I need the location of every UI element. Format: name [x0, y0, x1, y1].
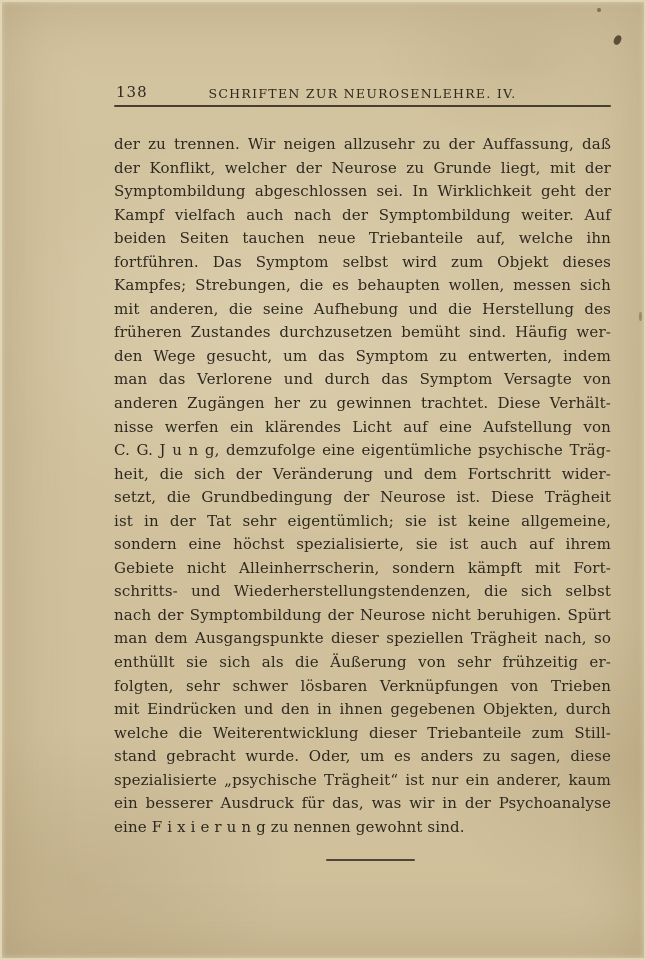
text-line: schritts- und Wiederherstellungstendenzen, die sich selbst: [114, 582, 611, 601]
text-line: den Wege gesucht, um das Symptom zu entwerten, indem: [114, 346, 611, 365]
text-line: der zu trennen. Wir neigen allzusehr zu der Auffassung, daß: [114, 135, 611, 153]
text-line: mit Eindrücken und den in ihnen gegebenen Objekten, durch: [114, 700, 611, 719]
header-rule: [114, 105, 611, 107]
text-line: anderen Zugängen her zu gewinnen trachtet. Diese Verhält-: [114, 394, 611, 413]
text-line: folgten, sehr schwer lösbaren Verknüpfungen von Trieben: [114, 676, 611, 695]
text-line: stand gebracht wurde. Oder, um es anders zu sagen, diese: [114, 747, 611, 766]
text-line: eine F i x i e r u n g zu nennen gewohnt sind.: [114, 817, 465, 836]
text-line: setzt, die Grundbedingung der Neurose ist. Diese Trägheit: [114, 488, 611, 507]
text-line: man das Verlorene und durch das Symptom Versagte von: [114, 370, 611, 389]
section-divider-rule: [326, 859, 415, 861]
running-title: SCHRIFTEN ZUR NEUROSENLEHRE. IV.: [208, 86, 517, 101]
text-line: spezialisierte „psychische Trägheit“ ist nur ein anderer, kaum: [114, 770, 611, 789]
text-line: enthüllt sie sich als die Äußerung von sehr frühzeitig er-: [114, 653, 611, 672]
text-line: welche die Weiterentwicklung dieser Triebanteile zum Still-: [114, 723, 611, 742]
body-text: [114, 133, 611, 839]
ink-speck: [639, 312, 642, 321]
text-line: ist in der Tat sehr eigentümlich; sie ist keine allgemeine,: [114, 511, 611, 530]
text-line: man dem Ausgangspunkte dieser speziellen Trägheit nach, so: [114, 629, 611, 648]
text-line: früheren Zustandes durchzusetzen bemüht sind. Häufig wer-: [114, 323, 611, 342]
text-line: mit anderen, die seine Aufhebung und die Herstellung des: [114, 299, 611, 318]
text-line: Kampf vielfach auch nach der Symptombildung weiter. Auf: [114, 205, 611, 224]
text-line: heit, die sich der Veränderung und dem Fortschritt wider-: [114, 464, 611, 483]
text-line: Symptombildung abgeschlossen sei. In Wirklichkeit geht der: [114, 182, 611, 201]
text-line: nach der Symptombildung der Neurose nicht beruhigen. Spürt: [114, 605, 611, 624]
text-line: Kampfes; Strebungen, die es behaupten wollen, messen sich: [114, 276, 611, 295]
ink-speck: [613, 34, 623, 46]
text-line: Gebiete nicht Alleinherrscherin, sondern kämpft mit Fort-: [114, 558, 611, 577]
text-line: fortführen. Das Symptom selbst wird zum Objekt dieses: [114, 252, 611, 271]
text-line: der Konflikt, welcher der Neurose zu Grunde liegt, mit der: [114, 158, 611, 177]
ink-speck: [597, 8, 601, 12]
page-number: 138: [116, 83, 148, 101]
text-line: beiden Seiten tauchen neue Triebanteile auf, welche ihn: [114, 229, 611, 248]
text-line: nisse werfen ein klärendes Licht auf eine Aufstellung von: [114, 417, 611, 436]
text-line: sondern eine höchst spezialisierte, sie ist auch auf ihrem: [114, 535, 611, 554]
text-line: ein besserer Ausdruck für das, was wir in der Psychoanalyse: [114, 794, 611, 813]
text-line: C. G. J u n g, demzufolge eine eigentümliche psychische Träg-: [114, 441, 611, 460]
page-header: [114, 82, 611, 104]
